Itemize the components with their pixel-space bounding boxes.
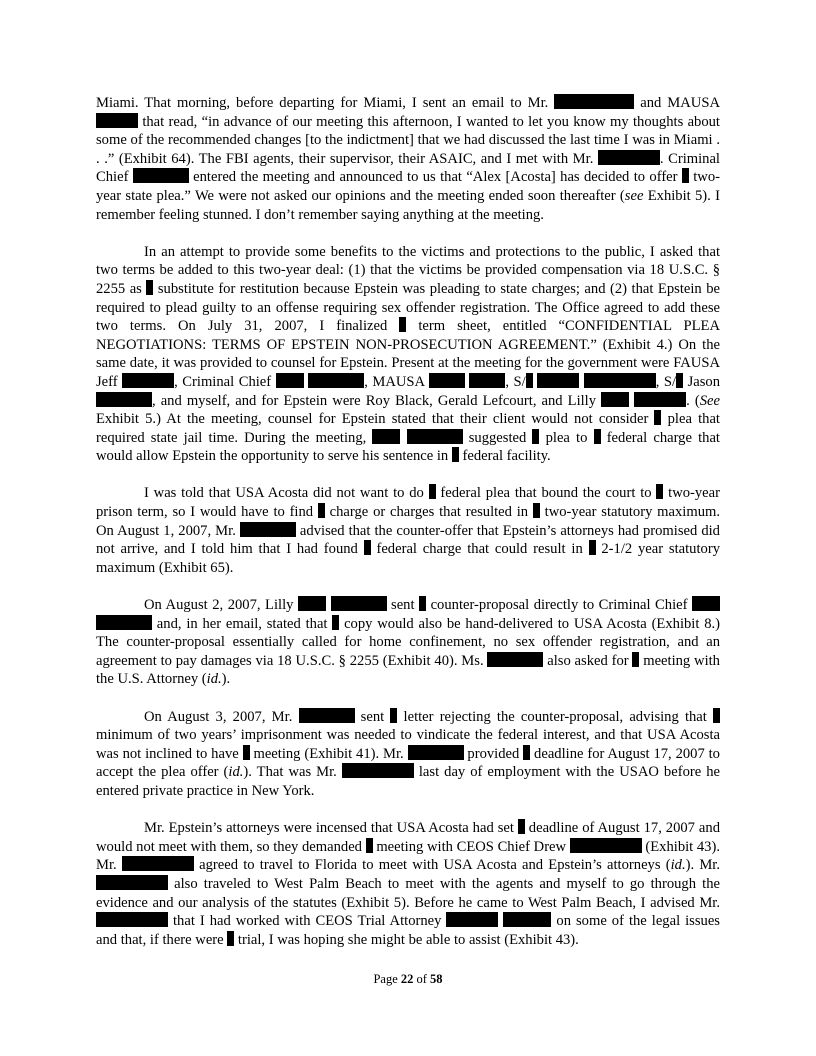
paragraph (96, 94, 720, 224)
text-run: plea to (539, 429, 594, 446)
text-run: sent (354, 708, 391, 725)
redaction-box (692, 596, 720, 611)
redaction-box (364, 540, 371, 555)
redaction-box (713, 708, 720, 723)
text-run: and, in her email, stated that (152, 615, 333, 632)
redaction-box (407, 429, 463, 444)
text-run: deadline for August 17, 2007 to accept the plea offer ( (96, 745, 720, 781)
redaction-box (601, 392, 629, 407)
redaction-box (487, 652, 543, 667)
italic-citation: See (699, 392, 720, 409)
redaction-box (676, 373, 683, 388)
text-run: substitute for restitution because Epstein was pleading to state charges; and (2) that Epstein be required to plead guilty to an offense requiring sex offender registration. The Office agreed to add these two terms. On July 31, 2007, I finalized (96, 280, 720, 335)
redaction-box (96, 392, 152, 407)
redaction-box (419, 596, 426, 611)
text-run: term sheet, entitled “CONFIDENTIAL PLEA NEGOTIATIONS: TERMS OF EPSTEIN NON-PROSECUTION AGREEMENT.” (Exhibit 4.) On the same date, it was provided to counsel for Epstein. Present at the meeting for the government were FAUSA Jeff (96, 318, 720, 390)
text-run: that read, “in advance of our meeting this afternoon, I wanted to let you know my thoughts about some of the recommended changes [to the indictment] that we had discussed the last time I was in Miami . . .” (Exhibit 64). The FBI agents, their supervisor, their ASAIC, and I met with Mr. (96, 113, 720, 167)
redaction-box (298, 596, 326, 611)
redaction-box (96, 113, 138, 128)
footer-prefix: Page (373, 972, 401, 986)
redaction-box (276, 373, 304, 388)
redaction-box (503, 912, 551, 927)
redaction-box (96, 875, 168, 890)
paragraph (96, 596, 720, 689)
italic-citation: id. (228, 764, 244, 781)
text-run: copy would also be hand-delivered to USA Acosta (Exhibit 8.) The counter-proposal essentially called for home confinement, no sex offender registration, and an agreement to pay damages via 18 U.S.C. § 2255 (Exhibit 40). Ms. (96, 615, 721, 669)
italic-citation: see (624, 187, 644, 204)
redaction-box (331, 596, 387, 611)
redaction-box (133, 168, 189, 183)
redaction-box (243, 745, 250, 760)
text-run: two-year statutory maximum. On August 1, 2007, Mr. (96, 504, 720, 539)
redaction-box (240, 522, 296, 537)
redaction-box (594, 429, 601, 444)
paragraph (96, 243, 720, 466)
text-run: On August 3, 2007, Mr. (144, 708, 299, 725)
footer-middle: of (413, 972, 431, 986)
text-run: advised that the counter-offer that Epstein’s attorneys had promised did not arrive, and I told him that I had found (96, 522, 720, 558)
text-run: charge or charges that resulted in (324, 504, 533, 521)
text-run: ). That was Mr. (243, 764, 342, 781)
text-run: suggested (462, 429, 533, 446)
redaction-box (318, 503, 325, 518)
text-run: also traveled to West Palm Beach to meet with the agents and myself to go through the evidence and our analysis of the statutes (Exhibit 5). Before he came to West Palm Beach, I advised Mr. (96, 875, 720, 911)
text-run: federal facility. (458, 448, 551, 465)
redaction-box (598, 150, 660, 165)
redaction-box (634, 392, 686, 407)
text-run: and MAUSA (634, 95, 720, 111)
redaction-box (408, 745, 464, 760)
redaction-box (554, 94, 634, 109)
text-run: , and myself, and for Epstein were Roy Black, Gerald Lefcourt, and Lilly (152, 392, 602, 409)
text-run: on some of the legal issues and that, if there were (96, 913, 720, 948)
text-run: (Exhibit 43). Mr. (96, 838, 720, 874)
redaction-box (537, 373, 579, 388)
redaction-box (366, 838, 373, 853)
redaction-box (96, 912, 168, 927)
current-page-number: 22 (400, 972, 414, 986)
redaction-box (589, 540, 596, 555)
redaction-box (429, 484, 436, 499)
paragraph (96, 708, 720, 801)
redaction-box (96, 615, 152, 630)
text-run: last day of employment with the USAO before he entered private practice in New York. (96, 764, 720, 799)
redaction-box (682, 168, 689, 183)
italic-citation: id. (206, 671, 222, 688)
text-run: sent (386, 597, 420, 614)
text-run: also asked for (543, 652, 633, 669)
paragraph (96, 819, 720, 949)
text-run: that I had worked with CEOS Trial Attorney (168, 913, 447, 930)
text-run: federal charge that could result in (370, 541, 589, 558)
text-run: trial, I was hoping she might be able to assist (Exhibit 43). (234, 931, 579, 948)
redaction-box (122, 373, 174, 388)
redaction-box (526, 373, 533, 388)
redaction-box (584, 373, 656, 388)
redaction-box (469, 373, 505, 388)
text-run: , Criminal Chief (174, 373, 276, 390)
text-run: letter rejecting the counter-proposal, advising that (397, 708, 713, 725)
document-page (96, 94, 720, 968)
text-run: entered the meeting and announced to us that “Alex [Acosta] has decided to offer (188, 169, 682, 186)
text-run: meeting (Exhibit 41). Mr. (249, 745, 408, 762)
italic-citation: id. (670, 857, 686, 874)
text-run: . ( (686, 392, 700, 409)
text-run: federal charge that would allow Epstein the opportunity to serve his sentence in (96, 429, 720, 465)
text-run: counter-proposal directly to Criminal Chief (426, 597, 693, 614)
redaction-box (372, 429, 400, 444)
redaction-box (122, 856, 194, 871)
redaction-box (518, 819, 525, 834)
redaction-box (429, 373, 465, 388)
text-run: , S/ (505, 373, 526, 390)
text-run: Mr. Epstein’s attorneys were incensed that USA Acosta had set (144, 820, 518, 837)
text-run: On August 2, 2007, Lilly (144, 597, 298, 614)
paragraph (96, 484, 720, 577)
redaction-box (308, 373, 364, 388)
text-run: two-year state plea.” We were not asked our opinions and the meeting ended soon thereafter ( (96, 169, 720, 204)
redaction-box (570, 838, 642, 853)
text-run: meeting with the U.S. Attorney ( (96, 652, 720, 688)
text-run: federal plea that bound the court to (435, 485, 657, 502)
text-run: I was told that USA Acosta did not want to do (144, 485, 429, 502)
text-run: plea that required state jail time. During the meeting, (96, 411, 720, 446)
redaction-box (452, 447, 459, 462)
text-run: , S/ (655, 373, 677, 390)
text-run: Exhibit 5.) At the meeting, counsel for Epstein stated that their client would not consider (96, 411, 655, 428)
text-run: Jason (683, 373, 721, 390)
redaction-box (446, 912, 498, 927)
text-run: deadline of August 17, 2007 and would not meet with them, so they demanded (96, 820, 720, 855)
redaction-box (342, 763, 414, 778)
total-page-count: 58 (430, 972, 443, 986)
text-run: 2-1/2 year statutory maximum (Exhibit 65). (96, 541, 720, 576)
text-run: provided (463, 745, 524, 762)
text-run: Exhibit 5). I remember feeling stunned. I don’t remember saying anything at the meeting. (96, 187, 720, 223)
text-run: two-year prison term, so I would have to find (96, 485, 721, 521)
text-run: ). (221, 671, 231, 688)
text-run: . Criminal Chief (96, 150, 720, 186)
page-footer (0, 972, 816, 987)
redaction-box (299, 708, 355, 723)
text-run: ). Mr. (685, 857, 720, 874)
text-run: agreed to travel to Florida to meet with USA Acosta and Epstein’s attorneys ( (193, 857, 671, 874)
redaction-box (533, 503, 540, 518)
text-run: Miami. That morning, before departing for Miami, I sent an email to Mr. (96, 95, 555, 111)
text-run: In an attempt to provide some benefits to the victims and protections to the public, I asked that two terms be added to this two-year deal: (1) that the victims be provided compensation via 18 U.S.C. § 2255 as (96, 243, 720, 297)
text-run: minimum of two years’ imprisonment was needed to vindicate the federal interest, and that USA Acosta was not inclined to have (96, 727, 720, 762)
text-run: meeting with CEOS Chief Drew (372, 838, 570, 855)
text-run: , MAUSA (364, 373, 429, 390)
